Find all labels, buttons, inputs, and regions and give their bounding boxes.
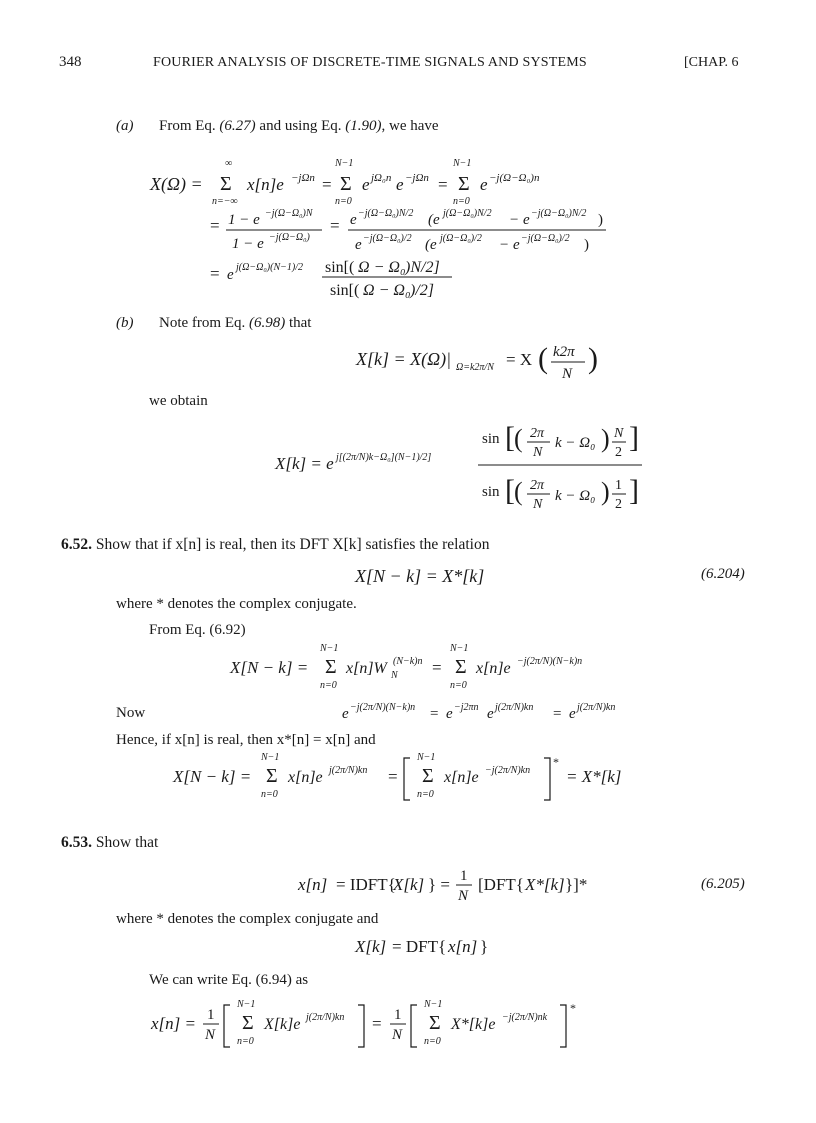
- svg-text:n=0: n=0: [417, 789, 434, 800]
- svg-text:−j(Ω−Ω₀)/2: −j(Ω−Ω₀)/2: [363, 233, 412, 244]
- svg-text:n=0: n=0: [453, 196, 470, 207]
- svg-text:Ω − Ω₀: Ω − Ω₀: [358, 259, 406, 276]
- svg-text:Σ: Σ: [325, 656, 337, 678]
- equation-6-94-rewrite: [0, 988, 816, 1060]
- svg-text:∞: ∞: [225, 158, 233, 169]
- svg-text:Ω=k2π/N: Ω=k2π/N: [456, 362, 494, 373]
- svg-text:N: N: [392, 1027, 403, 1043]
- svg-text:X[N − k] =: X[N − k] =: [230, 658, 309, 677]
- svg-text:(: (: [514, 477, 523, 506]
- svg-text:Σ: Σ: [429, 1012, 441, 1034]
- svg-text:Σ: Σ: [340, 173, 352, 195]
- svg-text:=: =: [430, 706, 439, 722]
- svg-text:N−1: N−1: [450, 643, 469, 654]
- svg-text:X[k] = e: X[k] = e: [275, 454, 334, 473]
- svg-text:): ): [584, 237, 589, 253]
- svg-text:−j(2π/N)kn: −j(2π/N)kn: [485, 765, 531, 776]
- svg-text:N−1: N−1: [453, 158, 472, 169]
- svg-text:N: N: [458, 888, 469, 904]
- problem-6-52-hence: Hence, if x[n] is real, then x*[n] = x[n] and: [116, 732, 376, 748]
- svg-text:1 − e: 1 − e: [232, 236, 264, 252]
- svg-text:= IDFT{: = IDFT{: [336, 875, 396, 894]
- svg-text:=: =: [330, 216, 340, 235]
- svg-text:): ): [601, 477, 610, 506]
- chapter-label: [CHAP. 6: [684, 55, 739, 70]
- svg-text:k − Ω₀: k − Ω₀: [555, 488, 596, 504]
- svg-text:X[k]: X[k]: [355, 937, 387, 956]
- svg-text:2: 2: [615, 445, 622, 460]
- svg-text:[DFT{: [DFT{: [478, 875, 524, 894]
- svg-text:−: −: [510, 212, 519, 228]
- svg-text:(: (: [538, 342, 548, 375]
- running-title: FOURIER ANALYSIS OF DISCRETE-TIME SIGNALS AND SYSTEMS: [153, 55, 587, 70]
- svg-text:X*[k]e: X*[k]e: [451, 1016, 496, 1033]
- svg-text:Σ: Σ: [422, 765, 434, 787]
- svg-text:N: N: [562, 366, 573, 382]
- svg-text:Ω − Ω₀: Ω − Ω₀: [363, 282, 411, 299]
- svg-text:=: =: [438, 175, 448, 194]
- svg-text:}]*: }]*: [565, 875, 588, 894]
- part-b-intro: (b) Note from Eq. (6.98) that: [116, 315, 312, 331]
- svg-text:1: 1: [207, 1007, 215, 1023]
- svg-text:} =: } =: [428, 875, 450, 894]
- svg-text:N−1: N−1: [424, 999, 443, 1010]
- problem-6-52-from: From Eq. (6.92): [149, 622, 246, 638]
- part-a-intro: (a) From Eq. (6.27) and using Eq. (1.90), we have: [116, 118, 439, 134]
- svg-text:]: ]: [629, 474, 639, 507]
- svg-text:j(2π/N)kn: j(2π/N)kn: [495, 702, 534, 713]
- svg-text:[: [: [505, 421, 515, 454]
- problem-6-52-where: where * denotes the complex conjugate.: [116, 596, 357, 612]
- svg-text:X[k] = X(Ω)|: X[k] = X(Ω)|: [356, 349, 452, 369]
- svg-text:N: N: [391, 670, 398, 681]
- svg-text:=: =: [322, 175, 332, 194]
- svg-text:X[k]e: X[k]e: [264, 1016, 301, 1033]
- svg-text:−jΩn: −jΩn: [405, 172, 429, 184]
- equation-6-204: [0, 558, 816, 594]
- svg-text:= X*[k]: = X*[k]: [566, 767, 622, 786]
- svg-text:e: e: [362, 175, 370, 194]
- svg-text:e: e: [350, 212, 357, 228]
- svg-text:=: =: [210, 216, 220, 235]
- problem-6-52-now: Now: [116, 705, 146, 721]
- svg-text:sin[(: sin[(: [330, 282, 360, 299]
- svg-text:−j(Ω−Ω₀)N/2: −j(Ω−Ω₀)N/2: [358, 208, 414, 219]
- svg-text:n=0: n=0: [335, 196, 352, 207]
- equation-dft-definition: [0, 932, 816, 962]
- svg-text:1: 1: [460, 868, 468, 884]
- svg-text:x[n]e: x[n]e: [444, 769, 479, 786]
- svg-text:}: }: [480, 937, 489, 956]
- svg-text:(e: (e: [428, 212, 440, 228]
- eq-number-6-205: (6.205): [701, 876, 745, 892]
- svg-text:e: e: [227, 267, 234, 283]
- svg-text:X[N − k] =: X[N − k] =: [173, 767, 252, 786]
- svg-text:X[k]: X[k]: [393, 875, 425, 894]
- svg-text:x[n] =: x[n] =: [151, 1014, 196, 1033]
- svg-text:)/2]: )/2]: [410, 282, 434, 299]
- svg-text:X[N − k] = X*[k]: X[N − k] = X*[k]: [355, 566, 485, 586]
- svg-text:2π: 2π: [530, 478, 545, 493]
- svg-text:n=0: n=0: [424, 1036, 441, 1047]
- svg-text:e: e: [480, 175, 488, 194]
- svg-text:= X: = X: [506, 350, 533, 369]
- part-b-equation-1: [0, 335, 816, 385]
- svg-text:j(Ω−Ω₀)N/2: j(Ω−Ω₀)N/2: [443, 208, 492, 219]
- problem-6-52-statement: 6.52. Show that if x[n] is real, then its DFT X[k] satisfies the relation: [61, 536, 490, 553]
- svg-text:2π: 2π: [530, 426, 545, 441]
- svg-text:n=0: n=0: [450, 680, 467, 691]
- svg-text:−j(Ω−Ω₀)/2: −j(Ω−Ω₀)/2: [521, 233, 570, 244]
- svg-text:−j(Ω−Ω₀): −j(Ω−Ω₀): [269, 232, 310, 243]
- svg-text:k2π: k2π: [553, 344, 575, 360]
- svg-text:=: =: [432, 658, 442, 677]
- svg-text:[: [: [505, 474, 515, 507]
- svg-text:N: N: [533, 497, 543, 512]
- svg-text:Σ: Σ: [458, 173, 470, 195]
- svg-text:−j(Ω−Ω₀)N/2: −j(Ω−Ω₀)N/2: [531, 208, 587, 219]
- svg-text:=: =: [372, 1014, 382, 1033]
- svg-text:n=0: n=0: [237, 1036, 254, 1047]
- svg-text:j[(2π/N)k−Ω₀](N−1)/2]: j[(2π/N)k−Ω₀](N−1)/2]: [336, 452, 432, 463]
- svg-text:Σ: Σ: [242, 1012, 254, 1034]
- svg-text:−j(2π/N)nk: −j(2π/N)nk: [502, 1012, 548, 1023]
- svg-text:(e: (e: [425, 237, 437, 253]
- svg-text:e: e: [523, 212, 530, 228]
- svg-text:= DFT{: = DFT{: [392, 937, 447, 956]
- svg-text:N−1: N−1: [320, 643, 339, 654]
- svg-text:−: −: [500, 237, 509, 253]
- svg-text:sin: sin: [482, 484, 500, 500]
- svg-text:−j(2π/N)(N−k)n: −j(2π/N)(N−k)n: [517, 656, 583, 667]
- svg-text:): ): [601, 424, 610, 453]
- svg-text:−j(Ω−Ω₀)n: −j(Ω−Ω₀)n: [489, 172, 540, 184]
- problem-6-52-derivation: [0, 638, 816, 808]
- svg-text:=: =: [210, 264, 220, 283]
- svg-text:e: e: [342, 706, 349, 722]
- svg-text:1: 1: [615, 478, 622, 493]
- we-obtain-text: we obtain: [149, 393, 208, 409]
- part-b-equation-2: [0, 412, 816, 522]
- svg-text:=: =: [388, 767, 398, 786]
- svg-text:(: (: [514, 424, 523, 453]
- svg-text:x[n]e: x[n]e: [247, 175, 284, 194]
- svg-text:*: *: [570, 1001, 576, 1015]
- svg-text:e: e: [569, 706, 576, 722]
- svg-text:Σ: Σ: [220, 173, 232, 195]
- svg-text:x[n]e: x[n]e: [476, 660, 511, 677]
- svg-text:N−1: N−1: [261, 752, 280, 763]
- svg-text:n=0: n=0: [261, 789, 278, 800]
- problem-6-53-statement: 6.53. Show that: [61, 834, 159, 851]
- svg-text:e: e: [513, 237, 520, 253]
- svg-text:x[n]W: x[n]W: [346, 660, 387, 677]
- equation-6-205: [0, 856, 816, 908]
- svg-text:1 − e: 1 − e: [228, 212, 260, 228]
- part-a-label: (a): [116, 118, 134, 134]
- svg-text:e: e: [396, 175, 404, 194]
- svg-text:(N−k)n: (N−k)n: [393, 656, 423, 667]
- svg-text:N−1: N−1: [237, 999, 256, 1010]
- problem-6-53-write: We can write Eq. (6.94) as: [149, 972, 309, 988]
- svg-text:X(Ω) =: X(Ω) =: [150, 174, 203, 194]
- svg-text:jΩ₀n: jΩ₀n: [371, 172, 392, 184]
- svg-text:): ): [598, 212, 603, 228]
- svg-text:−jΩn: −jΩn: [291, 172, 315, 184]
- svg-text:Σ: Σ: [455, 656, 467, 678]
- svg-text:e: e: [355, 237, 362, 253]
- svg-text:e: e: [446, 706, 453, 722]
- svg-text:e: e: [487, 706, 494, 722]
- svg-text:X*[k]: X*[k]: [525, 875, 565, 894]
- svg-text:n=−∞: n=−∞: [212, 196, 238, 207]
- svg-text:N−1: N−1: [335, 158, 354, 169]
- svg-text:−j(2π/N)(N−k)n: −j(2π/N)(N−k)n: [350, 702, 416, 713]
- svg-text:]: ]: [629, 421, 639, 454]
- svg-text:2: 2: [615, 497, 622, 512]
- svg-text:*: *: [553, 755, 559, 769]
- svg-text:k − Ω₀: k − Ω₀: [555, 435, 596, 451]
- svg-text:j(2π/N)kn: j(2π/N)kn: [577, 702, 616, 713]
- svg-text:N: N: [614, 426, 624, 441]
- svg-text:x[n]e: x[n]e: [288, 769, 323, 786]
- svg-text:n=0: n=0: [320, 680, 337, 691]
- svg-text:Σ: Σ: [266, 765, 278, 787]
- svg-text:x[n]: x[n]: [448, 937, 478, 956]
- svg-text:N−1: N−1: [417, 752, 436, 763]
- svg-text:j(2π/N)kn: j(2π/N)kn: [306, 1012, 345, 1023]
- svg-text:1: 1: [394, 1007, 402, 1023]
- svg-text:j(Ω−Ω₀)/2: j(Ω−Ω₀)/2: [440, 233, 482, 244]
- svg-text:−j(Ω−Ω₀)N: −j(Ω−Ω₀)N: [265, 208, 313, 219]
- svg-text:−j2πn: −j2πn: [454, 702, 479, 713]
- svg-text:)N/2]: )N/2]: [405, 259, 440, 276]
- svg-text:j(Ω−Ω₀)(N−1)/2: j(Ω−Ω₀)(N−1)/2: [236, 262, 303, 273]
- page-header: [59, 54, 759, 76]
- eq-number-6-204: (6.204): [701, 566, 745, 582]
- svg-text:x[n]: x[n]: [298, 875, 328, 894]
- page-number: 348: [59, 54, 82, 70]
- svg-text:N: N: [205, 1027, 216, 1043]
- svg-text:): ): [588, 342, 598, 375]
- svg-text:sin: sin: [482, 431, 500, 447]
- svg-text:N: N: [533, 445, 543, 460]
- svg-text:sin[(: sin[(: [325, 259, 355, 276]
- part-a-equations: [0, 135, 816, 305]
- problem-6-53-where: where * denotes the complex conjugate and: [116, 911, 379, 927]
- svg-text:=: =: [553, 706, 562, 722]
- svg-text:j(2π/N)kn: j(2π/N)kn: [329, 765, 368, 776]
